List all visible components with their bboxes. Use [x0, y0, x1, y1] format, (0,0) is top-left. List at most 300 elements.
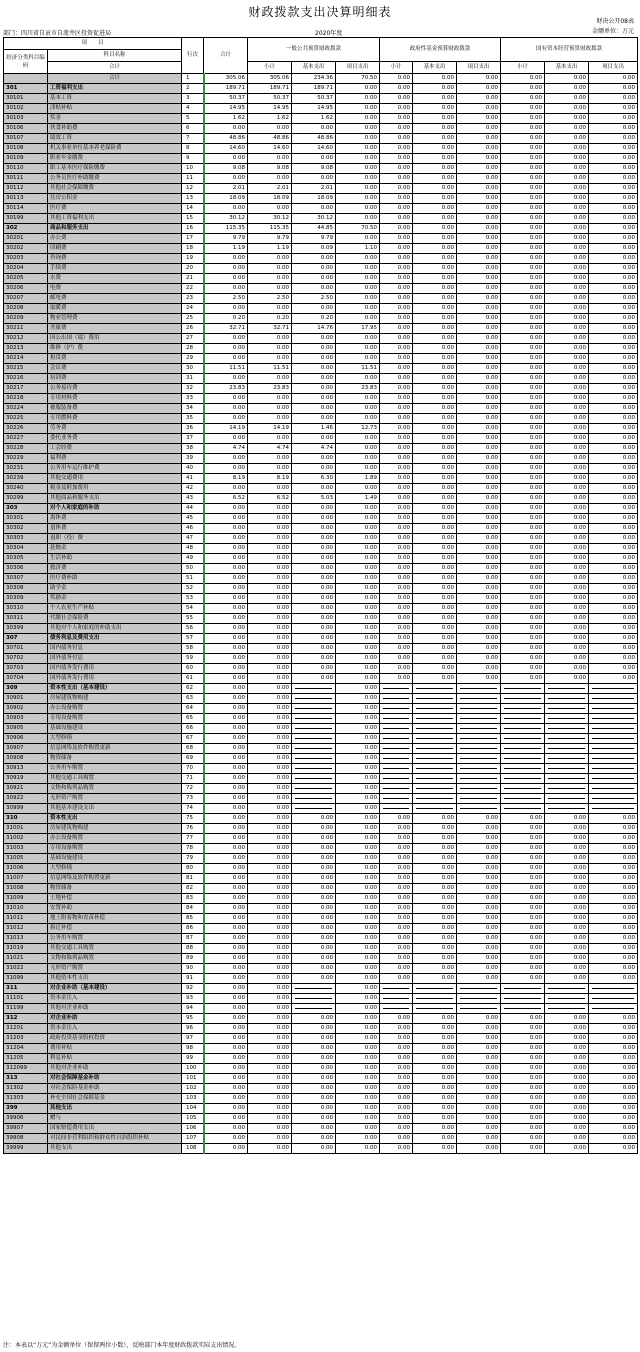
subject-name-cell: 对企业补助	[48, 1014, 182, 1024]
amount-cell: 0.00	[248, 774, 292, 784]
dash-line	[460, 988, 497, 989]
amount-cell: 0.00	[545, 534, 589, 544]
row-number-cell: 68	[182, 744, 204, 754]
amount-cell: 0.00	[380, 354, 413, 364]
row-number-cell: 101	[182, 1074, 204, 1084]
econ-code-cell: 30204	[4, 264, 48, 274]
table-row	[4, 454, 638, 464]
amount-cell: 0.00	[501, 404, 545, 414]
amount-cell: 0.00	[248, 554, 292, 564]
amount-cell: 0.00	[248, 754, 292, 764]
subtotal-header: 小计	[380, 62, 413, 74]
econ-code-cell: 30216	[4, 374, 48, 384]
row-number-cell: 74	[182, 804, 204, 814]
amount-cell: 0.00	[248, 574, 292, 584]
amount-cell: 9.08	[248, 164, 292, 174]
amount-cell: 0.00	[204, 814, 248, 824]
amount-cell: 0.00	[292, 624, 336, 634]
amount-cell: 0.00	[336, 674, 380, 684]
amount-cell: 0.00	[380, 214, 413, 224]
amount-cell: 0.00	[501, 334, 545, 344]
econ-code-cell: 307	[4, 634, 48, 644]
subject-name-cell: 绩效工资	[48, 134, 182, 144]
amount-cell: 0.00	[248, 1084, 292, 1094]
econ-code-cell: 30110	[4, 164, 48, 174]
subject-name-cell: 手续费	[48, 264, 182, 274]
amount-cell: 0.00	[589, 664, 638, 674]
amount-cell: 0.00	[292, 454, 336, 464]
amount-cell: 0.00	[545, 94, 589, 104]
amount-cell: 0.00	[413, 214, 457, 224]
dash-line	[383, 768, 409, 769]
not-applicable-cell	[457, 1004, 501, 1014]
dash-line	[460, 708, 497, 709]
row-number-cell: 35	[182, 414, 204, 424]
row-number-cell: 21	[182, 274, 204, 284]
not-applicable-cell	[413, 734, 457, 744]
subject-name-cell: 印刷费	[48, 244, 182, 254]
amount-cell: 0.00	[248, 834, 292, 844]
amount-cell: 0.00	[336, 894, 380, 904]
amount-cell: 0.00	[248, 844, 292, 854]
amount-cell: 0.00	[336, 974, 380, 984]
table-row	[4, 754, 638, 764]
amount-cell: 0.00	[336, 794, 380, 804]
amount-cell: 4.74	[292, 444, 336, 454]
amount-cell: 0.00	[413, 1064, 457, 1074]
amount-cell: 0.00	[545, 394, 589, 404]
amount-cell: 0.00	[248, 694, 292, 704]
econ-code-cell: 31012	[4, 924, 48, 934]
row-number-cell: 107	[182, 1134, 204, 1144]
table-row	[4, 834, 638, 844]
row-number-cell: 15	[182, 214, 204, 224]
amount-cell: 0.00	[204, 714, 248, 724]
amount-cell: 0.00	[413, 254, 457, 264]
row-number-cell: 65	[182, 714, 204, 724]
not-applicable-cell	[501, 734, 545, 744]
amount-cell: 0.00	[413, 944, 457, 954]
amount-cell: 0.00	[292, 834, 336, 844]
amount-cell: 0.00	[292, 1124, 336, 1134]
amount-cell: 0.00	[545, 644, 589, 654]
amount-cell: 0.00	[501, 864, 545, 874]
amount-cell: 0.00	[545, 544, 589, 554]
dash-line	[548, 748, 585, 749]
amount-cell: 0.00	[501, 1054, 545, 1064]
subject-name-cell: 地上附着物和青苗补偿	[48, 914, 182, 924]
row-number-cell: 32	[182, 384, 204, 394]
amount-cell: 0.00	[545, 424, 589, 434]
amount-cell: 0.00	[589, 1084, 638, 1094]
econ-code-cell: 39906	[4, 1114, 48, 1124]
amount-cell: 0.00	[589, 1074, 638, 1084]
not-applicable-cell	[589, 1004, 638, 1014]
amount-cell: 0.00	[501, 584, 545, 594]
amount-cell: 0.00	[248, 614, 292, 624]
amount-cell: 0.00	[204, 924, 248, 934]
subject-name-cell: 其他资本性支出	[48, 974, 182, 984]
amount-cell: 0.00	[413, 554, 457, 564]
amount-cell: 0.00	[380, 944, 413, 954]
econ-code-cell: 30903	[4, 714, 48, 724]
subject-name-cell: 奖励金	[48, 594, 182, 604]
amount-cell: 0.00	[248, 374, 292, 384]
amount-cell: 0.00	[204, 634, 248, 644]
amount-cell: 0.00	[380, 74, 413, 84]
not-applicable-cell	[501, 724, 545, 734]
amount-cell: 0.00	[457, 184, 501, 194]
row-number-cell: 49	[182, 554, 204, 564]
amount-cell: 0.00	[248, 334, 292, 344]
subject-name-cell: 因公出国（境）费用	[48, 334, 182, 344]
econ-code-cell: 309	[4, 684, 48, 694]
amount-cell: 0.00	[380, 174, 413, 184]
amount-cell: 0.00	[380, 1104, 413, 1114]
amount-cell: 2.01	[204, 184, 248, 194]
amount-cell: 0.00	[336, 654, 380, 664]
not-applicable-cell	[292, 774, 336, 784]
econ-code-cell: 30303	[4, 534, 48, 544]
row-number-cell: 85	[182, 914, 204, 924]
amount-cell: 0.00	[336, 804, 380, 814]
dash-line	[504, 988, 541, 989]
table-row	[4, 594, 638, 604]
amount-cell: 0.00	[589, 814, 638, 824]
amount-cell: 0.00	[413, 174, 457, 184]
amount-cell: 0.00	[380, 284, 413, 294]
amount-cell: 0.00	[380, 164, 413, 174]
subject-name-cell: 其他交通工具购置	[48, 774, 182, 784]
not-applicable-cell	[589, 784, 638, 794]
amount-cell: 0.00	[413, 194, 457, 204]
amount-cell: 0.00	[248, 1064, 292, 1074]
amount-cell: 0.00	[501, 124, 545, 134]
amount-cell: 0.00	[589, 1024, 638, 1034]
table-row	[4, 264, 638, 274]
amount-cell: 0.00	[457, 524, 501, 534]
subject-name-cell: 其他交通费用	[48, 474, 182, 484]
table-row	[4, 554, 638, 564]
amount-cell: 0.00	[292, 884, 336, 894]
amount-cell: 0.00	[413, 814, 457, 824]
dash-line	[295, 1008, 332, 1009]
not-applicable-cell	[501, 714, 545, 724]
subject-name-cell: 文物和陈列品购置	[48, 784, 182, 794]
amount-cell: 0.00	[545, 454, 589, 464]
amount-cell: 0.00	[413, 854, 457, 864]
dash-line	[383, 688, 409, 689]
amount-cell: 0.00	[501, 554, 545, 564]
dash-line	[416, 778, 453, 779]
amount-cell: 0.00	[545, 134, 589, 144]
amount-cell: 0.00	[204, 154, 248, 164]
page-title: 财政拨款支出决算明细表	[248, 5, 392, 19]
row-number-cell: 4	[182, 104, 204, 114]
amount-cell: 0.00	[413, 434, 457, 444]
amount-cell: 0.00	[457, 554, 501, 564]
amount-cell: 0.00	[204, 774, 248, 784]
amount-cell: 0.00	[336, 1134, 380, 1144]
amount-cell: 0.00	[248, 1024, 292, 1034]
not-applicable-cell	[292, 1004, 336, 1014]
amount-cell: 0.00	[380, 934, 413, 944]
not-applicable-cell	[545, 694, 589, 704]
amount-cell: 0.00	[545, 474, 589, 484]
amount-cell: 0.00	[457, 494, 501, 504]
amount-cell: 0.00	[248, 524, 292, 534]
amount-cell: 0.00	[545, 634, 589, 644]
amount-cell: 0.00	[380, 464, 413, 474]
not-applicable-cell	[292, 714, 336, 724]
table-row	[4, 294, 638, 304]
amount-cell: 0.00	[501, 514, 545, 524]
row-number-cell: 43	[182, 494, 204, 504]
dash-line	[548, 688, 585, 689]
row-number-cell: 42	[182, 484, 204, 494]
amount-cell: 0.00	[501, 1014, 545, 1024]
amount-cell: 0.00	[413, 914, 457, 924]
not-applicable-cell	[380, 774, 413, 784]
amount-cell: 0.00	[545, 264, 589, 274]
amount-cell: 14.19	[204, 424, 248, 434]
econ-code-cell: 30228	[4, 444, 48, 454]
row-number-cell: 38	[182, 444, 204, 454]
amount-cell: 0.00	[292, 404, 336, 414]
amount-cell: 0.00	[248, 884, 292, 894]
amount-cell: 0.00	[501, 1064, 545, 1074]
amount-cell: 0.00	[336, 864, 380, 874]
subject-name-cell: 电费	[48, 284, 182, 294]
amount-cell: 0.00	[457, 1134, 501, 1144]
amount-cell: 0.00	[413, 904, 457, 914]
amount-cell: 1.49	[336, 494, 380, 504]
amount-cell: 0.00	[292, 154, 336, 164]
econ-code-cell: 30209	[4, 314, 48, 324]
amount-cell: 0.00	[589, 824, 638, 834]
amount-cell: 0.00	[292, 1104, 336, 1114]
table-row	[4, 1114, 638, 1124]
amount-cell: 0.00	[589, 294, 638, 304]
row-number-cell: 53	[182, 594, 204, 604]
amount-cell: 0.00	[413, 654, 457, 664]
table-row	[4, 1124, 638, 1134]
amount-cell: 0.00	[336, 824, 380, 834]
amount-cell: 0.00	[248, 924, 292, 934]
econ-code-cell: 30213	[4, 344, 48, 354]
econ-code-cell: 30231	[4, 464, 48, 474]
econ-code-cell: 30211	[4, 324, 48, 334]
amount-cell: 14.95	[292, 104, 336, 114]
subject-name-cell: 拆迁补偿	[48, 924, 182, 934]
econ-code-cell: 310	[4, 814, 48, 824]
not-applicable-cell	[545, 774, 589, 784]
dash-line	[295, 718, 332, 719]
econ-code-cell: 30307	[4, 574, 48, 584]
not-applicable-cell	[589, 794, 638, 804]
table-row	[4, 414, 638, 424]
econ-code-cell: 30906	[4, 734, 48, 744]
amount-cell: 0.00	[413, 1144, 457, 1154]
dash-line	[416, 808, 453, 809]
table-row	[4, 1074, 638, 1084]
amount-cell: 0.00	[589, 234, 638, 244]
econ-code-cell: 30203	[4, 254, 48, 264]
row-number-cell: 73	[182, 794, 204, 804]
table-row	[4, 214, 638, 224]
amount-cell: 0.00	[413, 1044, 457, 1054]
econ-code-cell: 31009	[4, 894, 48, 904]
table-row	[4, 764, 638, 774]
econ-code-cell: 30309	[4, 594, 48, 604]
amount-cell: 0.00	[501, 424, 545, 434]
amount-cell: 0.00	[336, 164, 380, 174]
dash-line	[548, 768, 585, 769]
amount-cell: 0.00	[589, 174, 638, 184]
amount-cell: 0.00	[545, 354, 589, 364]
amount-cell: 0.00	[204, 654, 248, 664]
amount-cell: 0.00	[545, 314, 589, 324]
amount-cell: 0.00	[457, 254, 501, 264]
amount-cell: 0.00	[204, 644, 248, 654]
amount-cell: 0.00	[336, 744, 380, 754]
amount-cell: 0.00	[545, 604, 589, 614]
table-row	[4, 204, 638, 214]
amount-cell: 0.00	[413, 404, 457, 414]
amount-cell: 0.00	[204, 864, 248, 874]
amount-cell: 0.00	[457, 224, 501, 234]
amount-cell: 0.00	[501, 1114, 545, 1124]
subject-name-cell: 奖金	[48, 114, 182, 124]
econ-code-cell: 39907	[4, 1124, 48, 1134]
table-row	[4, 724, 638, 734]
amount-cell: 0.00	[380, 624, 413, 634]
amount-cell: 0.00	[248, 814, 292, 824]
econ-code-cell: 302	[4, 224, 48, 234]
amount-cell: 0.00	[413, 264, 457, 274]
row-number-cell: 93	[182, 994, 204, 1004]
not-applicable-cell	[545, 794, 589, 804]
table-row	[4, 474, 638, 484]
amount-cell: 0.00	[589, 244, 638, 254]
not-applicable-cell	[457, 744, 501, 754]
amount-cell: 0.00	[413, 1014, 457, 1024]
dash-line	[295, 798, 332, 799]
row-number-cell: 54	[182, 604, 204, 614]
amount-cell: 9.79	[248, 234, 292, 244]
amount-cell: 0.00	[248, 404, 292, 414]
dash-line	[295, 788, 332, 789]
amount-cell: 0.00	[336, 434, 380, 444]
not-applicable-cell	[380, 734, 413, 744]
amount-cell: 1.10	[336, 244, 380, 254]
econ-code-cell: 31101	[4, 994, 48, 1004]
amount-cell: 0.00	[292, 644, 336, 654]
amount-cell: 0.00	[457, 1064, 501, 1074]
table-row	[4, 564, 638, 574]
table-row	[4, 694, 638, 704]
amount-cell: 0.00	[413, 274, 457, 284]
not-applicable-cell	[292, 794, 336, 804]
amount-cell: 305.06	[204, 74, 248, 84]
dash-line	[504, 788, 541, 789]
amount-cell: 0.00	[545, 414, 589, 424]
amount-cell: 0.00	[248, 734, 292, 744]
amount-cell: 0.00	[413, 124, 457, 134]
amount-cell: 0.00	[380, 1064, 413, 1074]
amount-cell: 0.00	[336, 254, 380, 264]
subject-name-cell: 利息补贴	[48, 1054, 182, 1064]
amount-cell: 0.00	[204, 674, 248, 684]
econ-code-cell: 30305	[4, 554, 48, 564]
row-number-cell: 103	[182, 1094, 204, 1104]
row-number-cell: 36	[182, 424, 204, 434]
amount-cell: 0.00	[204, 1074, 248, 1084]
amount-cell: 0.00	[248, 604, 292, 614]
amount-cell: 0.00	[336, 1104, 380, 1114]
amount-cell: 0.00	[380, 504, 413, 514]
amount-cell: 0.00	[380, 254, 413, 264]
amount-cell: 0.00	[457, 644, 501, 654]
amount-cell: 0.00	[336, 554, 380, 564]
econ-code-cell: 30101	[4, 94, 48, 104]
total-row	[4, 74, 638, 84]
amount-cell: 0.00	[248, 944, 292, 954]
amount-cell: 0.00	[545, 854, 589, 864]
amount-cell: 0.00	[380, 94, 413, 104]
amount-cell: 0.00	[545, 74, 589, 84]
dash-line	[460, 768, 497, 769]
amount-cell: 14.95	[248, 104, 292, 114]
amount-cell: 0.00	[248, 414, 292, 424]
amount-cell: 0.00	[204, 824, 248, 834]
amount-cell: 0.00	[204, 304, 248, 314]
subject-name-cell: 其他基本建设支出	[48, 804, 182, 814]
amount-cell: 0.00	[380, 1094, 413, 1104]
amount-cell: 0.00	[380, 374, 413, 384]
amount-cell: 32.71	[204, 324, 248, 334]
amount-cell: 0.00	[501, 84, 545, 94]
amount-cell: 0.00	[336, 814, 380, 824]
not-applicable-cell	[545, 714, 589, 724]
row-number-cell: 11	[182, 174, 204, 184]
econ-code-cell: 30310	[4, 604, 48, 614]
amount-cell: 0.00	[457, 634, 501, 644]
amount-cell: 0.00	[292, 574, 336, 584]
amount-cell: 0.00	[336, 734, 380, 744]
amount-cell: 0.00	[457, 624, 501, 634]
amount-cell: 0.00	[413, 414, 457, 424]
amount-cell: 0.00	[336, 374, 380, 384]
amount-cell: 0.00	[248, 644, 292, 654]
amount-cell: 0.00	[292, 264, 336, 274]
amount-cell: 0.00	[380, 664, 413, 674]
not-applicable-cell	[380, 804, 413, 814]
amount-cell: 0.00	[380, 1054, 413, 1064]
amount-cell: 0.00	[248, 354, 292, 364]
amount-cell: 0.00	[413, 494, 457, 504]
amount-cell: 8.19	[248, 474, 292, 484]
amount-cell: 0.00	[457, 1124, 501, 1134]
row-number-cell: 58	[182, 644, 204, 654]
amount-cell: 0.00	[501, 454, 545, 464]
amount-cell: 0.00	[545, 924, 589, 934]
not-applicable-cell	[501, 804, 545, 814]
amount-cell: 1.62	[292, 114, 336, 124]
not-applicable-cell	[380, 744, 413, 754]
dash-line	[504, 708, 541, 709]
amount-cell: 0.00	[292, 1084, 336, 1094]
